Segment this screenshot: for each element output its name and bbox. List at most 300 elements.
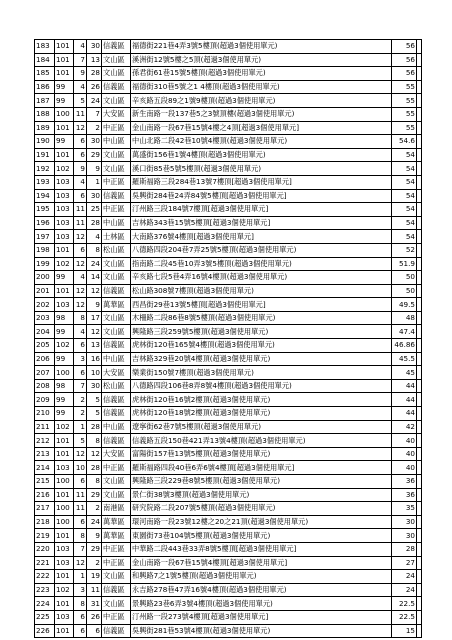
year-cell: 103: [55, 230, 74, 244]
day-cell: 13: [87, 339, 102, 353]
table-row: [35, 407, 422, 421]
table-edge-cell: [417, 475, 422, 489]
area-cell: 40: [392, 447, 417, 461]
table-row: [35, 434, 422, 448]
year-cell: 103: [55, 175, 74, 189]
year-cell: 103: [55, 298, 74, 312]
district-cell: 信義區: [102, 189, 131, 203]
area-cell: 54: [392, 203, 417, 217]
table-row: [35, 556, 422, 570]
day-cell: 29: [87, 488, 102, 502]
district-cell: 信義區: [102, 393, 131, 407]
table-edge-cell: [417, 434, 422, 448]
month-cell: 12: [74, 298, 87, 312]
area-cell: 54: [392, 230, 417, 244]
address-cell: 松山路308號7樓頂(超過3個使用單元): [131, 284, 392, 298]
day-cell: 11: [87, 583, 102, 597]
table-row: [35, 107, 422, 121]
year-cell: 102: [55, 339, 74, 353]
table-edge-cell: [417, 624, 422, 638]
address-cell: 虎林街120巷165號4樓頂(超過3個使用單元): [131, 339, 392, 353]
row-id-cell: 184: [35, 53, 55, 67]
district-cell: 文山區: [102, 597, 131, 611]
month-cell: 5: [74, 94, 87, 108]
year-cell: 101: [55, 243, 74, 257]
district-cell: 文山區: [102, 271, 131, 285]
month-cell: 12: [74, 284, 87, 298]
row-id-cell: 214: [35, 461, 55, 475]
table-edge-cell: [417, 529, 422, 543]
district-cell: 文山區: [102, 94, 131, 108]
month-cell: 10: [74, 461, 87, 475]
address-cell: 中山北路二段42巷10號4樓頂(超過3個使用單元): [131, 135, 392, 149]
month-cell: 12: [74, 230, 87, 244]
year-cell: 103: [55, 203, 74, 217]
district-cell: 文山區: [102, 148, 131, 162]
year-cell: 101: [55, 53, 74, 67]
table-row: [35, 583, 422, 597]
row-id-cell: 193: [35, 175, 55, 189]
row-id-cell: 223: [35, 583, 55, 597]
row-id-cell: 211: [35, 420, 55, 434]
table-edge-cell: [417, 461, 422, 475]
table-edge-cell: [417, 189, 422, 203]
area-cell: 54: [392, 189, 417, 203]
day-cell: 28: [87, 216, 102, 230]
table-row: [35, 366, 422, 380]
area-cell: 40: [392, 461, 417, 475]
year-cell: 101: [55, 434, 74, 448]
district-cell: 萬華區: [102, 298, 131, 312]
district-cell: 中正區: [102, 175, 131, 189]
table-row: [35, 475, 422, 489]
area-cell: 42: [392, 420, 417, 434]
district-cell: 文山區: [102, 257, 131, 271]
table-edge-cell: [417, 40, 422, 54]
area-cell: 36: [392, 488, 417, 502]
year-cell: 101: [55, 570, 74, 584]
year-cell: 101: [55, 284, 74, 298]
month-cell: 11: [74, 203, 87, 217]
month-cell: 8: [74, 311, 87, 325]
year-cell: 101: [55, 40, 74, 54]
address-cell: 吉林路329巷20號4樓頂(超過3個使用單元): [131, 352, 392, 366]
district-cell: 文山區: [102, 488, 131, 502]
table-row: [35, 339, 422, 353]
area-cell: 50: [392, 284, 417, 298]
area-cell: 49.5: [392, 298, 417, 312]
table-row: [35, 80, 422, 94]
area-cell: 56: [392, 40, 417, 54]
year-cell: 99: [55, 271, 74, 285]
month-cell: 6: [74, 515, 87, 529]
district-cell: 文山區: [102, 67, 131, 81]
address-cell: 富陽街157巷13號5樓頂(超過3個使用單元): [131, 447, 392, 461]
day-cell: 30: [87, 189, 102, 203]
row-id-cell: 215: [35, 475, 55, 489]
area-cell: 44: [392, 379, 417, 393]
year-cell: 101: [55, 447, 74, 461]
row-id-cell: 212: [35, 434, 55, 448]
table-edge-cell: [417, 203, 422, 217]
address-cell: 虎林街120巷18號2樓頂(超過3個使用單元): [131, 407, 392, 421]
month-cell: 6: [74, 243, 87, 257]
month-cell: 7: [74, 542, 87, 556]
table-row: [35, 148, 422, 162]
district-cell: 大安區: [102, 107, 131, 121]
address-cell: 辛亥路五段89之1號9樓頂(超過3個使用單元): [131, 94, 392, 108]
table-edge-cell: [417, 352, 422, 366]
area-cell: 24: [392, 570, 417, 584]
day-cell: 30: [87, 135, 102, 149]
table-row: [35, 461, 422, 475]
row-id-cell: 191: [35, 148, 55, 162]
month-cell: 9: [74, 162, 87, 176]
address-cell: 興隆路三段259號5樓頂(超過3個使用單元): [131, 325, 392, 339]
table-edge-cell: [417, 284, 422, 298]
area-cell: 47.4: [392, 325, 417, 339]
year-cell: 102: [55, 583, 74, 597]
row-id-cell: 183: [35, 40, 55, 54]
row-id-cell: 190: [35, 135, 55, 149]
address-cell: 興隆路三段229巷8號5樓頂(超過3個使用單元): [131, 475, 392, 489]
year-cell: 102: [55, 257, 74, 271]
table-row: [35, 570, 422, 584]
day-cell: 26: [87, 80, 102, 94]
district-cell: 文山區: [102, 162, 131, 176]
area-cell: 15: [392, 624, 417, 638]
area-cell: 55: [392, 121, 417, 135]
month-cell: 6: [74, 475, 87, 489]
row-id-cell: 186: [35, 80, 55, 94]
row-id-cell: 196: [35, 216, 55, 230]
table-edge-cell: [417, 53, 422, 67]
area-cell: 54: [392, 148, 417, 162]
day-cell: 29: [87, 542, 102, 556]
area-cell: 48: [392, 311, 417, 325]
table-row: [35, 40, 422, 54]
district-cell: 文山區: [102, 311, 131, 325]
area-cell: 46.86: [392, 339, 417, 353]
address-cell: 景興路23巷6弄3號4樓頂(超過3個使用單元): [131, 597, 392, 611]
district-cell: 文山區: [102, 570, 131, 584]
area-cell: 55: [392, 94, 417, 108]
district-cell: 士林區: [102, 230, 131, 244]
table-edge-cell: [417, 94, 422, 108]
table-row: [35, 257, 422, 271]
address-cell: 金山南路一段67巷15號4樓之4頂[超過3個使用單元]: [131, 121, 392, 135]
district-cell: 信義區: [102, 40, 131, 54]
district-cell: 信義區: [102, 583, 131, 597]
month-cell: 6: [74, 339, 87, 353]
table-row: [35, 67, 422, 81]
row-id-cell: 200: [35, 271, 55, 285]
year-cell: 103: [55, 556, 74, 570]
year-cell: 101: [55, 597, 74, 611]
table-edge-cell: [417, 366, 422, 380]
day-cell: 9: [87, 162, 102, 176]
day-cell: 8: [87, 434, 102, 448]
year-cell: 101: [55, 121, 74, 135]
district-cell: 信義區: [102, 80, 131, 94]
day-cell: 31: [87, 597, 102, 611]
month-cell: 11: [74, 216, 87, 230]
area-cell: 40: [392, 434, 417, 448]
row-id-cell: 218: [35, 515, 55, 529]
day-cell: 12: [87, 325, 102, 339]
row-id-cell: 206: [35, 352, 55, 366]
district-cell: 信義區: [102, 339, 131, 353]
year-cell: 103: [55, 542, 74, 556]
day-cell: 8: [87, 475, 102, 489]
month-cell: 5: [74, 434, 87, 448]
address-cell: 萬盛街156巷1號4樓頂(超過3個使用單元): [131, 148, 392, 162]
area-cell: 56: [392, 67, 417, 81]
day-cell: 30: [87, 379, 102, 393]
table-row: [35, 298, 422, 312]
year-cell: 99: [55, 393, 74, 407]
row-id-cell: 208: [35, 379, 55, 393]
day-cell: 28: [87, 461, 102, 475]
address-cell: 汀州路一段273號4樓頂[超過3個使用單元]: [131, 610, 392, 624]
month-cell: 6: [74, 610, 87, 624]
area-cell: 56: [392, 53, 417, 67]
table-edge-cell: [417, 447, 422, 461]
year-cell: 99: [55, 80, 74, 94]
table-row: [35, 542, 422, 556]
address-cell: 新生南路一段137巷5之3號頂樓(超過3個使用單元): [131, 107, 392, 121]
year-cell: 100: [55, 366, 74, 380]
day-cell: 25: [87, 203, 102, 217]
year-cell: 102: [55, 162, 74, 176]
table-edge-cell: [417, 162, 422, 176]
address-cell: 大南路376號4樓頂[超過3個使用單元]: [131, 230, 392, 244]
district-cell: 信義區: [102, 434, 131, 448]
year-cell: 101: [55, 529, 74, 543]
address-cell: 吳興街284巷24弄84號5樓頂[超過3個使用單元]: [131, 189, 392, 203]
area-cell: 44: [392, 393, 417, 407]
day-cell: 19: [87, 570, 102, 584]
row-id-cell: 197: [35, 230, 55, 244]
month-cell: 8: [74, 529, 87, 543]
table-row: [35, 610, 422, 624]
area-cell: 50: [392, 271, 417, 285]
address-cell: 孫君街61巷15號5樓頂(超過3個使用單元): [131, 67, 392, 81]
year-cell: 101: [55, 148, 74, 162]
row-id-cell: 202: [35, 298, 55, 312]
row-id-cell: 195: [35, 203, 55, 217]
table-edge-cell: [417, 135, 422, 149]
district-cell: 中正區: [102, 121, 131, 135]
row-id-cell: 217: [35, 502, 55, 516]
year-cell: 103: [55, 216, 74, 230]
month-cell: 11: [74, 502, 87, 516]
district-cell: 中山區: [102, 352, 131, 366]
month-cell: 2: [74, 407, 87, 421]
district-cell: 文山區: [102, 475, 131, 489]
month-cell: 3: [74, 352, 87, 366]
table-row: [35, 379, 422, 393]
table-edge-cell: [417, 325, 422, 339]
month-cell: 7: [74, 53, 87, 67]
year-cell: 103: [55, 189, 74, 203]
month-cell: 8: [74, 597, 87, 611]
month-cell: 9: [74, 67, 87, 81]
area-cell: 55: [392, 107, 417, 121]
month-cell: 4: [74, 80, 87, 94]
month-cell: 6: [74, 135, 87, 149]
table-edge-cell: [417, 583, 422, 597]
year-cell: 100: [55, 107, 74, 121]
year-cell: 100: [55, 515, 74, 529]
day-cell: 1: [87, 175, 102, 189]
year-cell: 100: [55, 475, 74, 489]
district-cell: 中正區: [102, 461, 131, 475]
year-cell: 98: [55, 379, 74, 393]
area-cell: 30: [392, 515, 417, 529]
district-cell: 文山區: [102, 325, 131, 339]
table-row: [35, 624, 422, 638]
table-row: [35, 175, 422, 189]
month-cell: 1: [74, 420, 87, 434]
day-cell: 9: [87, 529, 102, 543]
year-cell: 100: [55, 502, 74, 516]
table-row: [35, 121, 422, 135]
row-id-cell: 210: [35, 407, 55, 421]
day-cell: 12: [87, 447, 102, 461]
year-cell: 99: [55, 325, 74, 339]
district-cell: 信義區: [102, 624, 131, 638]
month-cell: 6: [74, 148, 87, 162]
address-cell: 溪口街85巷5號5樓頂(超過3個使用單元): [131, 162, 392, 176]
day-cell: 10: [87, 366, 102, 380]
month-cell: 3: [74, 583, 87, 597]
row-id-cell: 192: [35, 162, 55, 176]
day-cell: 8: [87, 243, 102, 257]
address-cell: 研究院路二段207號5樓頂(超過3個使用單元): [131, 502, 392, 516]
district-cell: 大安區: [102, 366, 131, 380]
district-cell: 中山區: [102, 135, 131, 149]
day-cell: 16: [87, 352, 102, 366]
month-cell: 7: [74, 379, 87, 393]
month-cell: 4: [74, 271, 87, 285]
table-edge-cell: [417, 502, 422, 516]
table-edge-cell: [417, 556, 422, 570]
address-cell: 西昌街29巷13號5樓頂[超過3個使用單元]: [131, 298, 392, 312]
day-cell: 28: [87, 67, 102, 81]
area-cell: 54: [392, 216, 417, 230]
address-cell: 木柵路二段86巷8號5樓頂(超過3個使用單元): [131, 311, 392, 325]
address-cell: 吉林路343巷15號5樓頂[超過3個使用單元]: [131, 216, 392, 230]
area-cell: 22.5: [392, 597, 417, 611]
day-cell: 30: [87, 40, 102, 54]
month-cell: 2: [74, 393, 87, 407]
table-edge-cell: [417, 257, 422, 271]
table-edge-cell: [417, 393, 422, 407]
address-cell: 金山南路一段67巷15號4樓頂[超過3個使用單元]: [131, 556, 392, 570]
district-cell: 中正區: [102, 610, 131, 624]
address-cell: 指南路二段45巷10弄3號5樓頂(超過3個使用單元): [131, 257, 392, 271]
day-cell: 26: [87, 610, 102, 624]
day-cell: 28: [87, 420, 102, 434]
month-cell: 4: [74, 40, 87, 54]
area-cell: 54.6: [392, 135, 417, 149]
row-id-cell: 221: [35, 556, 55, 570]
table-edge-cell: [417, 175, 422, 189]
table-edge-cell: [417, 107, 422, 121]
table-edge-cell: [417, 216, 422, 230]
year-cell: 99: [55, 352, 74, 366]
table-row: [35, 447, 422, 461]
table-row: [35, 189, 422, 203]
day-cell: 9: [87, 298, 102, 312]
row-id-cell: 189: [35, 121, 55, 135]
district-cell: 中正區: [102, 556, 131, 570]
row-id-cell: 222: [35, 570, 55, 584]
month-cell: 11: [74, 488, 87, 502]
table-row: [35, 216, 422, 230]
district-cell: 萬華區: [102, 529, 131, 543]
day-cell: 2: [87, 121, 102, 135]
area-cell: 36: [392, 475, 417, 489]
area-cell: 54: [392, 162, 417, 176]
day-cell: 7: [87, 107, 102, 121]
area-cell: 51.9: [392, 257, 417, 271]
table-edge-cell: [417, 298, 422, 312]
area-cell: 44: [392, 407, 417, 421]
district-cell: 南港區: [102, 502, 131, 516]
row-id-cell: 216: [35, 488, 55, 502]
year-cell: 102: [55, 420, 74, 434]
district-cell: 文山區: [102, 53, 131, 67]
row-id-cell: 204: [35, 325, 55, 339]
table-row: [35, 393, 422, 407]
table-edge-cell: [417, 67, 422, 81]
day-cell: 24: [87, 515, 102, 529]
address-cell: 和興路7之1號5樓頂(超過3個使用單元): [131, 570, 392, 584]
year-cell: 101: [55, 488, 74, 502]
table-edge-cell: [417, 379, 422, 393]
month-cell: 12: [74, 121, 87, 135]
address-cell: 福德街221巷4弄3號5樓頂(超過3個使用單元): [131, 40, 392, 54]
district-cell: 中山區: [102, 420, 131, 434]
area-cell: 45.5: [392, 352, 417, 366]
year-cell: 99: [55, 135, 74, 149]
table-row: [35, 311, 422, 325]
day-cell: 4: [87, 230, 102, 244]
address-cell: 八德路四段106巷8弄8號4樓頂(超過3個使用單元): [131, 379, 392, 393]
table-row: [35, 53, 422, 67]
row-id-cell: 199: [35, 257, 55, 271]
district-cell: 松山區: [102, 243, 131, 257]
month-cell: 1: [74, 570, 87, 584]
area-cell: 54: [392, 175, 417, 189]
district-cell: 大安區: [102, 447, 131, 461]
row-id-cell: 187: [35, 94, 55, 108]
table-row: [35, 325, 422, 339]
table-edge-cell: [417, 243, 422, 257]
day-cell: 17: [87, 311, 102, 325]
table-row: [35, 243, 422, 257]
row-id-cell: 185: [35, 67, 55, 81]
table-row: [35, 420, 422, 434]
month-cell: 6: [74, 189, 87, 203]
row-id-cell: 226: [35, 624, 55, 638]
area-cell: 35: [392, 502, 417, 516]
month-cell: 12: [74, 257, 87, 271]
month-cell: 6: [74, 366, 87, 380]
row-id-cell: 198: [35, 243, 55, 257]
